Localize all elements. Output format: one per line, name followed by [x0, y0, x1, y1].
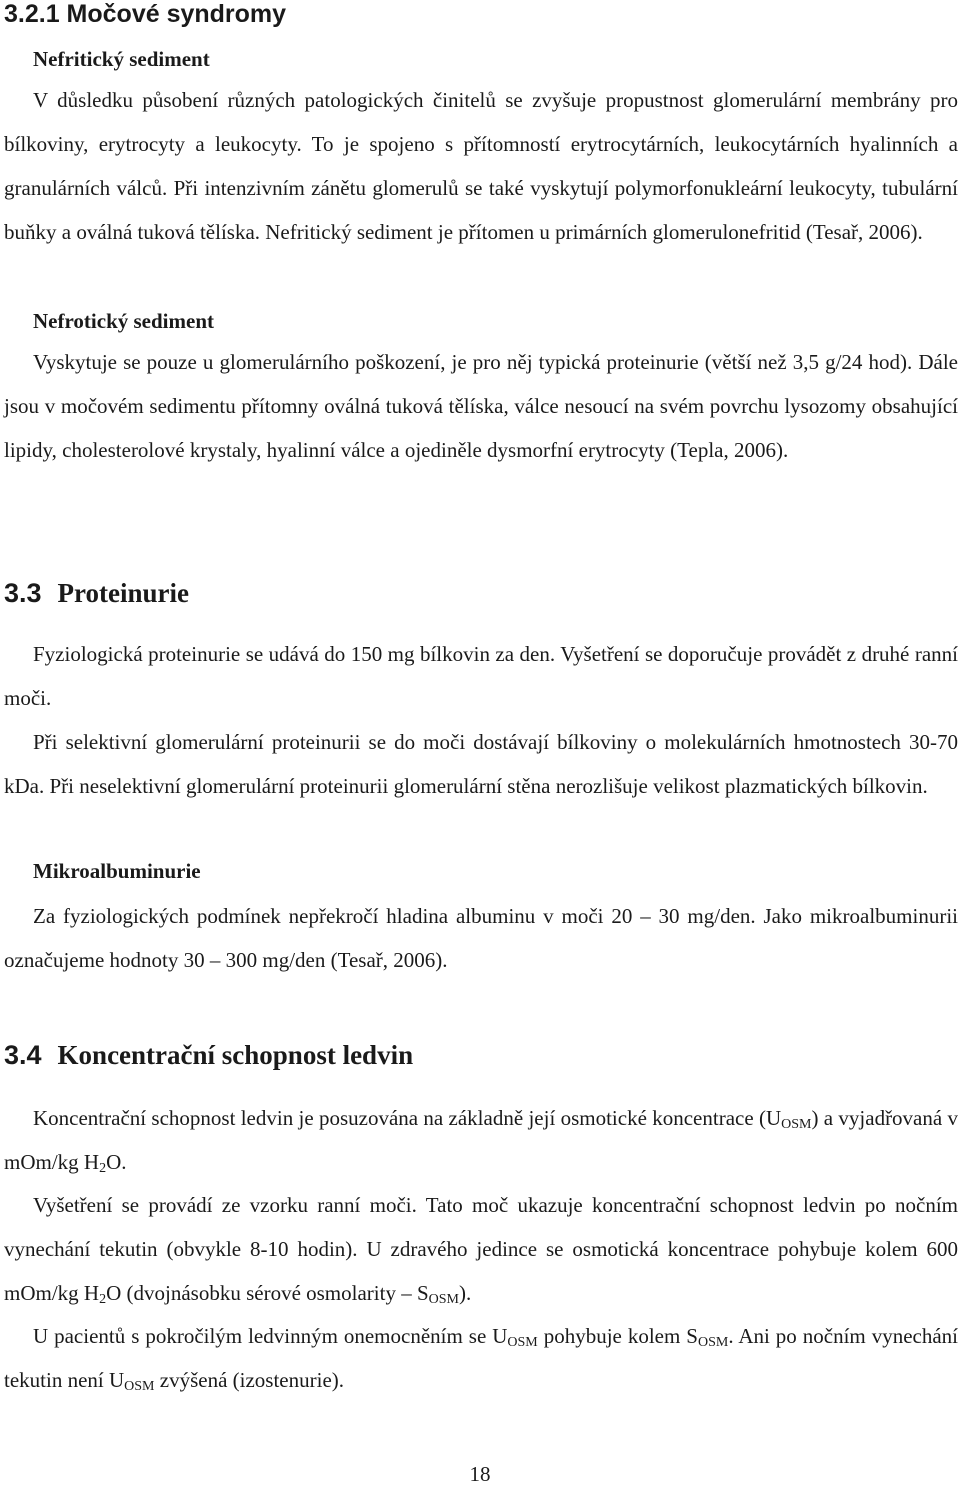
paragraph-fyziologicka-proteinurie: Fyziologická proteinurie se udává do 150 mg bílkovin za den. Vyšetření se doporučuje provádět z druhé ranní moči.: [4, 642, 958, 710]
section-heading-3-3: [4, 578, 189, 608]
paragraph-vysetreni-ranni-moc: Vyšetření se provádí ze vzorku ranní moči. Tato moč ukazuje koncentrační schopnost ledvin po nočním vynechání tekutin (obvykle 8-10 hodin). U zdravého jedince se osmotická koncentrace pohybuje kolem 600 mOm/kg $H_2O$ (dvojnásobku sérové osmolarity – $S_{OSM}$).: [4, 1193, 958, 1307]
paragraph-mikroalbuminurie: Za fyziologických podmínek nepřekročí hladina albuminu v moči 20 – 30 mg/den. Jako mikroalbuminurii označujeme hodnoty 30 – 300 mg/den (Tesař, 2006).: [4, 904, 958, 972]
paragraph-koncentracni-schopnost: Koncentrační schopnost ledvin je posuzována na základně její osmotické koncentrace $(U_{OSM})$ a vyjadřovaná v mOm/kg $H_2O$.: [4, 1106, 959, 1176]
section-title: Koncentrační schopnost ledvin: [57, 1040, 414, 1070]
section-title: Proteinurie: [57, 578, 190, 608]
paragraph-nefroticky-sediment: Vyskytuje se pouze u glomerulárního poškození, je pro něj typická proteinurie (větší než 3,5 g/24 hod). Dále jsou v močovém sedimentu přítomny oválná tuková tělíska, válce nesoucí na svém povrchu lysozomy obsahující lipidy, cholesterolové krystaly, hyalinní válce a ojediněle dysmorfní erytrocyty (Tepla, 2006).: [4, 350, 958, 462]
paragraph-pacienti-onemocneni: U pacientů s pokročilým ledvinným onemocněním se $U_{OSM}$ pohybuje kolem $S_{OSM}$. Ani po nočním vynechání tekutin není $U_{OSM}$ zvýšená (izostenurie).: [4, 1324, 958, 1394]
page-number: 18: [469, 1462, 491, 1486]
section-number: 3.3: [4, 578, 42, 608]
subheading-nefriticky-sediment: Nefritický sediment: [33, 47, 210, 71]
section-heading-3-4: [4, 1040, 413, 1070]
section-number: 3.4: [4, 1040, 42, 1070]
subheading-mikroalbuminurie: Mikroalbuminurie: [33, 859, 201, 883]
subheading-nefroticky-sediment: Nefrotický sediment: [33, 309, 214, 333]
paragraph-nefriticky-sediment: V důsledku působení různých patologických činitelů se zvyšuje propustnost glomerulární membrány pro bílkoviny, erytrocyty a leukocyty. To je spojeno s přítomností erytrocytárních, leukocytárních hyalinních a granulárních válců. Při intenzivním zánětu glomerulů se také vyskytují polymorfonukleární leukocyty, tubulární buňky a oválná tuková tělíska. Nefritický sediment je přítomen u primárních glomerulonefritid (Tesař, 2006).: [4, 88, 958, 244]
section-heading-3-2-1: 3.2.1 Močové syndromy: [4, 0, 287, 28]
paragraph-selektivni-proteinurie: Při selektivní glomerulární proteinurii se do moči dostávají bílkoviny o molekulárních hmotnostech 30-70 kDa. Při neselektivní glomerulární proteinurii glomerulární stěna nerozlišuje velikost plazmatických bílkovin.: [4, 730, 958, 798]
